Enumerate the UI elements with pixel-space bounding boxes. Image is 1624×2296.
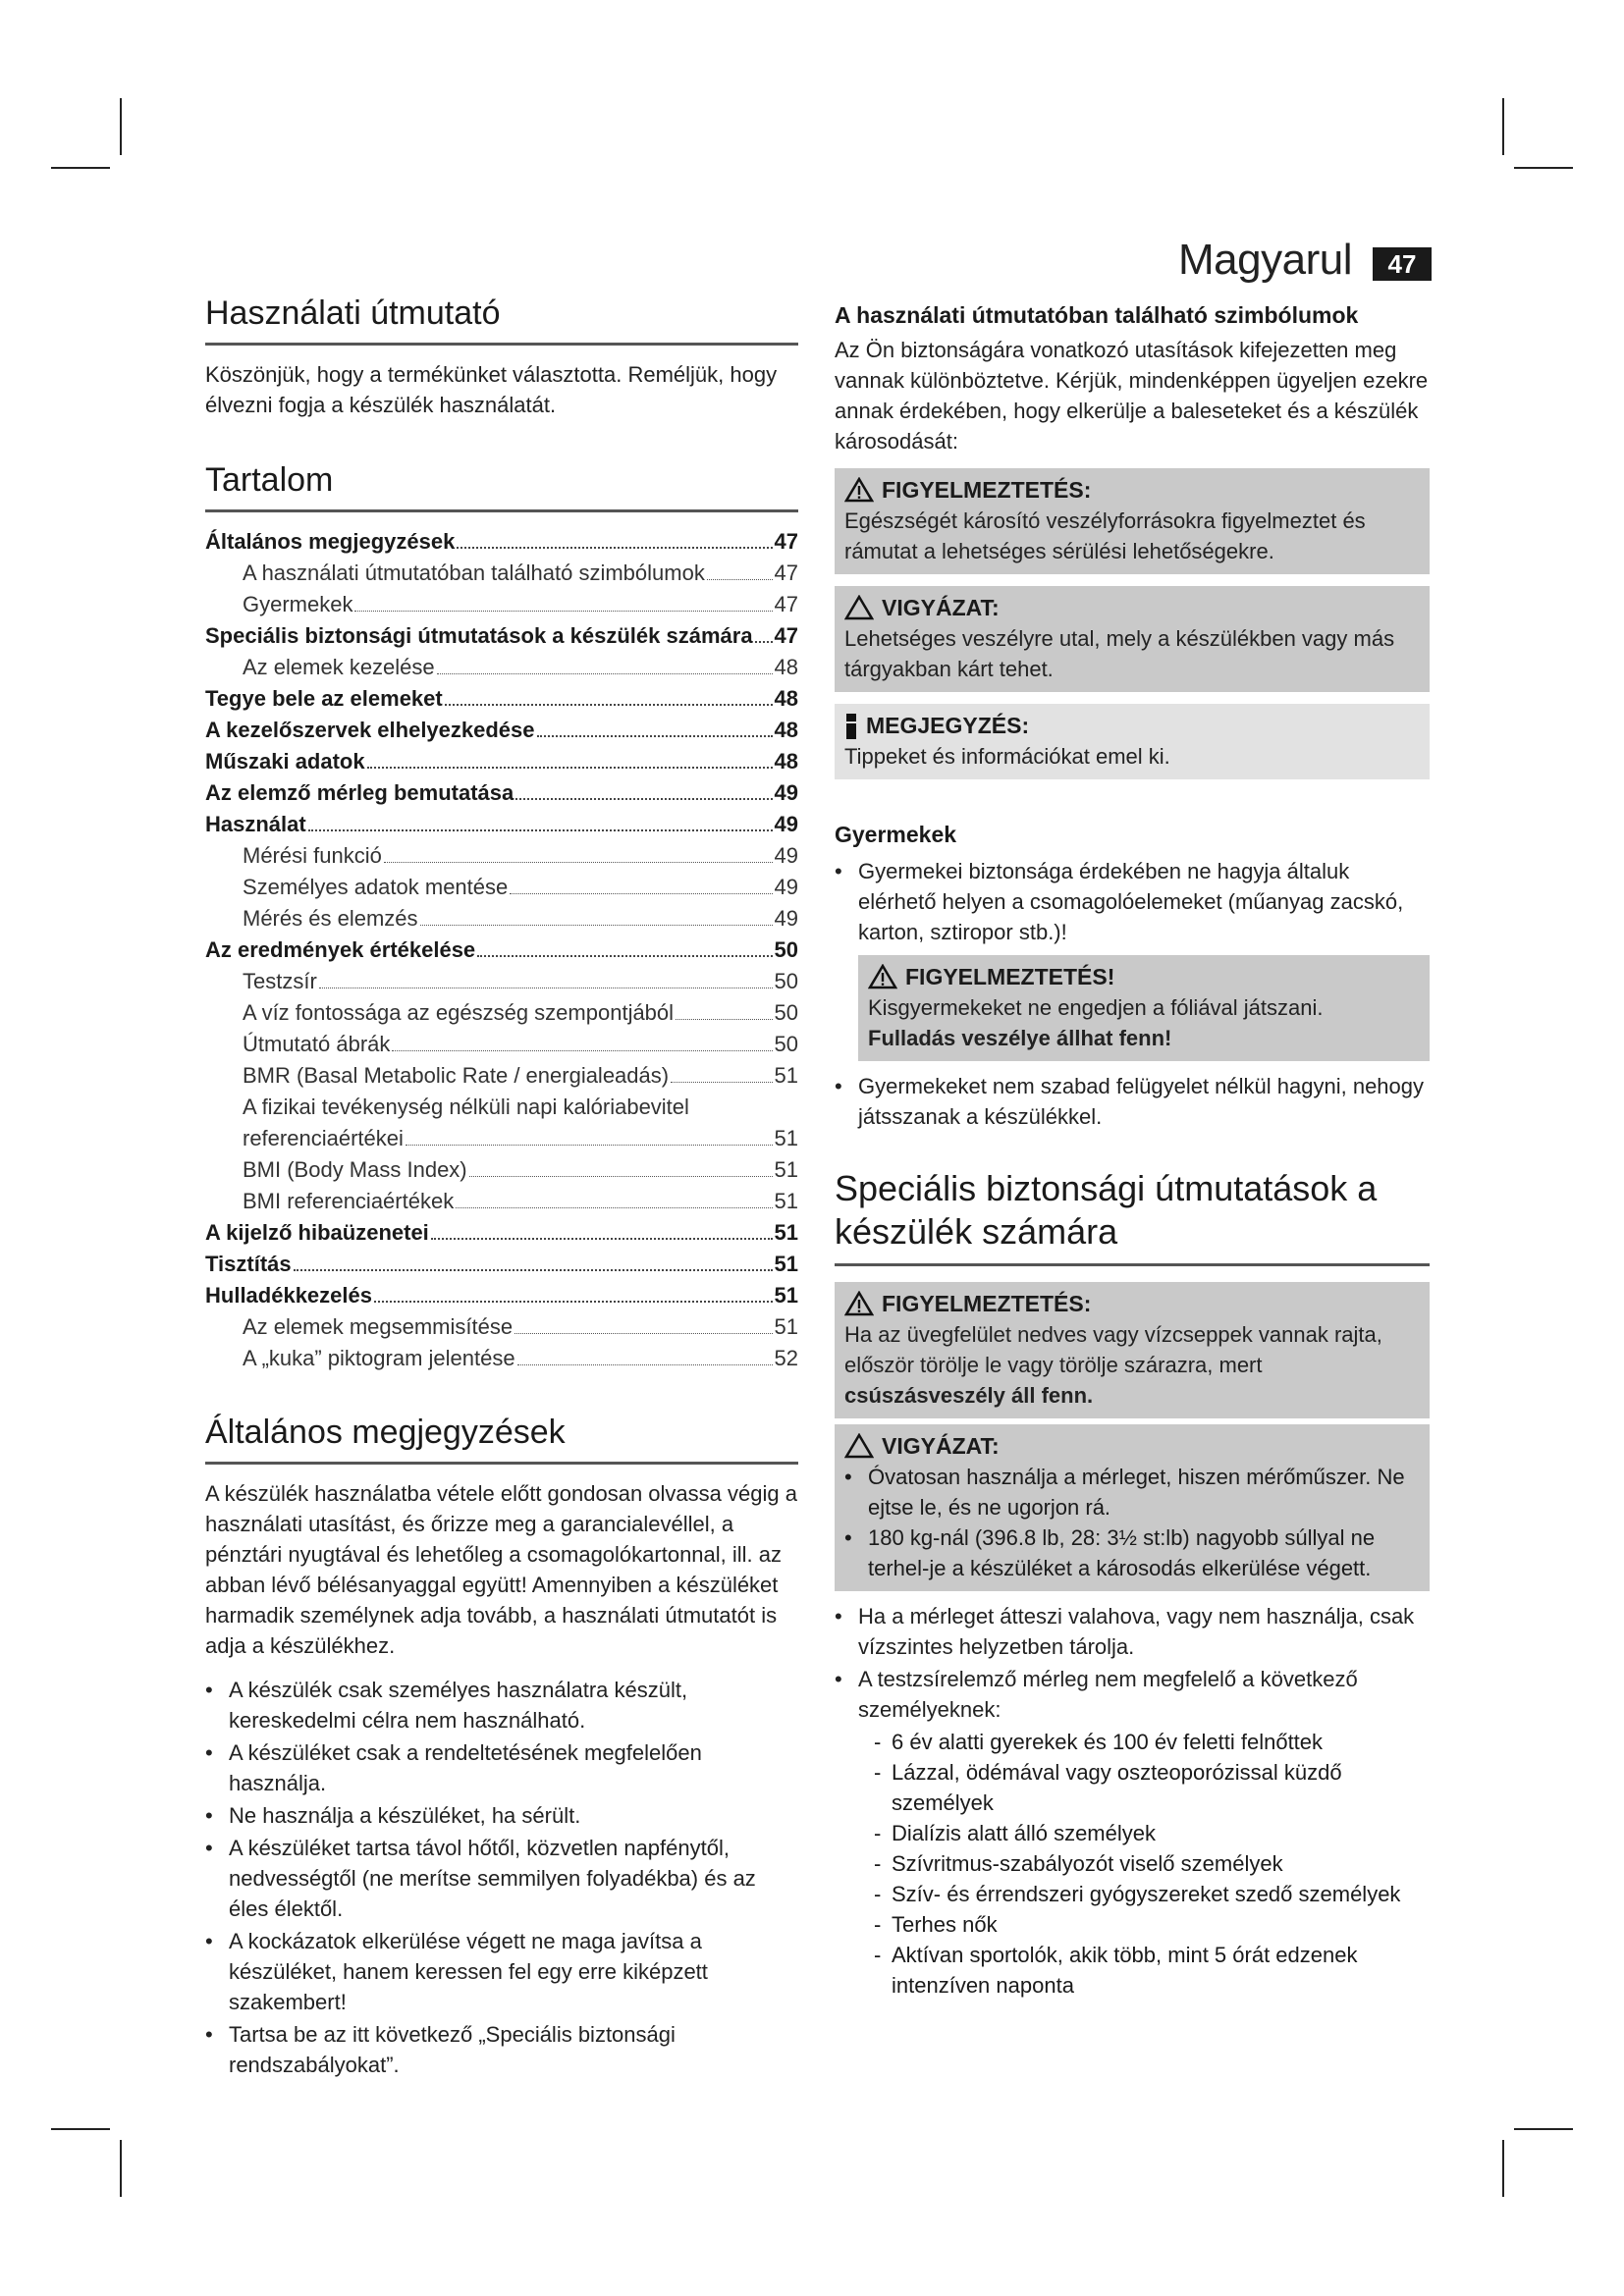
toc-leader-dots (406, 1124, 773, 1146)
list-item: - Aktívan sportolók, akik több, mint 5 órát edzenek intenzíven naponta (874, 1940, 1430, 2001)
symbols-heading: A használati útmutatóban található szimbólumok (835, 302, 1359, 328)
children-warning-box (858, 955, 1430, 1061)
toc-entry (205, 1186, 798, 1217)
crop-mark (120, 2140, 122, 2197)
toc-entry (205, 1060, 798, 1092)
toc-entry (205, 526, 798, 558)
crop-mark (1502, 98, 1504, 155)
toc-leader-dots (319, 967, 773, 988)
toc-leader-dots (517, 1344, 773, 1365)
list-item: • A kockázatok elkerülése végett ne maga javítsa a készüléket, hanem keressen fel egy erre kiképzett szakembert! (205, 1926, 798, 2017)
info-icon (844, 712, 858, 739)
toc-leader-dots (294, 1250, 773, 1271)
toc-leader-dots (437, 653, 773, 674)
toc-entry-label: Testzsír (243, 969, 317, 993)
toc-entry (205, 620, 798, 652)
toc-entry-page: 50 (774, 969, 798, 993)
crop-mark (1502, 2140, 1504, 2197)
dash-list (874, 1727, 1430, 2001)
language-header: Magyarul (1178, 236, 1352, 284)
children-heading: Gyermekek (835, 822, 957, 847)
toc-leader-dots (477, 935, 772, 957)
caution-text: Lehetséges veszélyre utal, mely a készülékben vagy más tárgyakban kárt tehet. (844, 626, 1395, 681)
special-heading: Speciális biztonsági útmutatások a készülék számára (835, 1167, 1430, 1266)
toc-entry-page: 51 (774, 1283, 798, 1308)
toc-leader-dots (469, 1155, 773, 1177)
toc-leader-dots (671, 1061, 772, 1083)
toc-leader-dots (420, 904, 773, 926)
toc-entry-label: Gyermekek (243, 592, 353, 616)
toc-leader-dots (755, 621, 773, 643)
toc-entry-label: BMI (Body Mass Index) (243, 1157, 467, 1182)
toc-entry-label: A „kuka” piktogram jelentése (243, 1346, 515, 1370)
toc-entry (205, 840, 798, 872)
toc-leader-dots (431, 1218, 773, 1240)
list-item: • A testzsírelemző mérleg nem megfelelő a következő személyeknek: (835, 1664, 1430, 1725)
toc-entry (205, 809, 798, 840)
toc-entry (205, 1029, 798, 1060)
toc-leader-dots (374, 1281, 773, 1303)
table-of-contents (205, 526, 798, 1374)
toc-entry (205, 715, 798, 746)
caution-triangle-icon (844, 595, 874, 620)
special-caution-list (844, 1462, 1420, 1583)
toc-entry-label: A kezelőszervek elhelyezkedése (205, 718, 535, 742)
toc-heading: Tartalom (205, 461, 798, 512)
toc-leader-dots (392, 1030, 772, 1051)
toc-leader-dots (707, 559, 773, 580)
children-bullet-list-2 (835, 1071, 1430, 1132)
toc-entry-page: 49 (774, 812, 798, 836)
note-text: Tippeket és információkat emel ki. (844, 744, 1170, 769)
symbols-text: Az Ön biztonságára vonatkozó utasítások kifejezetten meg vannak különböztetve. Kérjük, mindenképpen ügyeljen ezekre annak érdekében, hogy elkerülje a baleseteket és a készülék károsodását: (835, 338, 1429, 454)
toc-entry-label: Az eredmények értékelése (205, 937, 476, 962)
toc-leader-dots (510, 873, 772, 894)
children-warning-text: Kisgyermekeket ne engedjen a fóliával játszani. (868, 995, 1324, 1020)
list-item: - Szív- és érrendszeri gyógyszereket szedő személyek (874, 1879, 1430, 1909)
toc-entry-label: Tisztítás (205, 1252, 292, 1276)
toc-entry-page: 48 (774, 655, 798, 679)
special-caution-box (835, 1424, 1430, 1591)
warning-box (835, 468, 1430, 574)
toc-entry-page: 49 (774, 843, 798, 868)
warning-triangle-icon (844, 477, 874, 503)
intro-text: Köszönjük, hogy a termékünket választotta. Reméljük, hogy élvezni fogja a készülék használatát. (205, 362, 778, 417)
toc-entry (205, 1311, 798, 1343)
toc-entry-label: BMR (Basal Metabolic Rate / energialeadás) (243, 1063, 670, 1088)
toc-leader-dots (514, 1312, 772, 1334)
toc-leader-dots (445, 684, 773, 706)
toc-leader-dots (676, 998, 772, 1020)
list-item: • A készüléket tartsa távol hőtől, közvetlen napfénytől, nedvességtől (ne merítse semmilyen folyadékba) és az éles élektől. (205, 1833, 798, 1924)
children-warning-bold: Fulladás veszélye állhat fenn! (868, 1026, 1172, 1050)
list-item: • A készüléket csak a rendeltetésének megfelelően használja. (205, 1737, 798, 1798)
toc-entry (205, 746, 798, 777)
general-heading: Általános megjegyzések (205, 1414, 798, 1465)
toc-entry-label: Általános megjegyzések (205, 529, 456, 554)
toc-entry-label: A kijelző hibaüzenetei (205, 1220, 429, 1245)
toc-entry-page: 49 (774, 780, 798, 805)
left-column (205, 294, 798, 2082)
note-title: MEGJEGYZÉS: (866, 713, 1030, 738)
toc-entry-page: 51 (774, 1189, 798, 1213)
caution-title: VIGYÁZAT: (882, 595, 1000, 620)
toc-entry-label: A víz fontossága az egészség szempontjából (243, 1000, 675, 1025)
toc-entry-label: Speciális biztonsági útmutatások a készülék számára (205, 623, 753, 648)
warning-title: FIGYELMEZTETÉS: (882, 477, 1092, 503)
right-column (835, 299, 1430, 2001)
note-box (835, 704, 1430, 779)
general-text: A készülék használatba vétele előtt gondosan olvassa végig a használati utasítást, és őrizze meg a garancialevéllel, a pénztári nyugtával és lehetőleg a csomagolókartonnal, ill. az abban lévő bélésanyaggal együtt! Amennyiben a készüléket harmadik személynek adja tovább, a használati útmutatót is adja a készülékhez. (205, 1481, 797, 1658)
toc-entry-page: 51 (774, 1126, 798, 1150)
toc-entry-page: 50 (774, 1000, 798, 1025)
list-item: • 180 kg-nál (396.8 lb, 28: 3½ st:lb) nagyobb súllyal ne terhel-je a készüléket a károsodás elkerülése végett. (844, 1522, 1420, 1583)
children-bullet-list (835, 856, 1430, 947)
special-warning-box (835, 1282, 1430, 1418)
toc-entry (205, 997, 798, 1029)
toc-entry-label: Útmutató ábrák (243, 1032, 391, 1056)
toc-entry-page: 51 (774, 1063, 798, 1088)
children-warning-title: FIGYELMEZTETÉS! (905, 964, 1115, 989)
toc-leader-dots (537, 716, 773, 737)
toc-entry-label: Használat (205, 812, 306, 836)
warning-triangle-icon (844, 1291, 874, 1316)
toc-entry (205, 652, 798, 683)
toc-entry-page: 51 (774, 1314, 798, 1339)
warning-triangle-icon (868, 964, 897, 989)
toc-entry-page: 48 (774, 686, 798, 711)
toc-entry-wrap: A fizikai tevékenység nélküli napi kalóriabevitel (243, 1095, 689, 1119)
toc-entry-label: BMI referenciaértékek (243, 1189, 455, 1213)
toc-entry (205, 1249, 798, 1280)
toc-entry (205, 777, 798, 809)
toc-entry-page: 49 (774, 875, 798, 899)
toc-entry (205, 1154, 798, 1186)
toc-entry (205, 1123, 798, 1154)
special-warning-title: FIGYELMEZTETÉS: (882, 1291, 1092, 1316)
toc-entry (205, 966, 798, 997)
toc-entry-page: 47 (774, 623, 798, 648)
crop-mark (51, 167, 110, 169)
toc-entry-label: Az elemző mérleg bemutatása (205, 780, 514, 805)
toc-entry-page: 47 (774, 592, 798, 616)
caution-box (835, 586, 1430, 692)
special-warning-text: Ha az üvegfelület nedves vagy vízcseppek vannak rajta, először törölje le vagy törölje szárazra, mert (844, 1322, 1382, 1377)
crop-mark (1514, 167, 1573, 169)
toc-entry-page: 50 (774, 1032, 798, 1056)
special-caution-title: VIGYÁZAT: (882, 1433, 1000, 1459)
toc-entry-label: Tegye bele az elemeket (205, 686, 443, 711)
toc-entry-page: 52 (774, 1346, 798, 1370)
toc-entry-page: 48 (774, 718, 798, 742)
toc-entry-page: 48 (774, 749, 798, 774)
toc-entry-label: Hulladékkezelés (205, 1283, 372, 1308)
special-warning-bold: csúszásveszély áll fenn. (844, 1383, 1094, 1408)
caution-triangle-icon (844, 1433, 874, 1459)
toc-entry-label: referenciaértékei (243, 1126, 404, 1150)
toc-entry (205, 934, 798, 966)
toc-entry-page: 47 (774, 561, 798, 585)
list-item: • Ne használja a készüléket, ha sérült. (205, 1800, 798, 1831)
list-item: - Dialízis alatt álló személyek (874, 1818, 1430, 1848)
toc-entry (205, 1217, 798, 1249)
list-item: • A készülék csak személyes használatra készült, kereskedelmi célra nem használható. (205, 1675, 798, 1735)
list-item: • Tartsa be az itt következő „Speciális biztonsági rendszabályokat”. (205, 2019, 798, 2080)
toc-leader-dots (457, 527, 772, 549)
list-item: - Lázzal, ödémával vagy oszteoporózissal küzdő személyek (874, 1757, 1430, 1818)
special-bullet-list (835, 1601, 1430, 1725)
general-bullet-list (205, 1675, 798, 2080)
list-item: • Óvatosan használja a mérleget, hiszen mérőműszer. Ne ejtse le, és ne ugorjon rá. (844, 1462, 1420, 1522)
toc-entry (205, 903, 798, 934)
toc-entry-label: Személyes adatok mentése (243, 875, 509, 899)
toc-leader-dots (515, 778, 772, 800)
list-item: - 6 év alatti gyerekek és 100 év feletti felnőttek (874, 1727, 1430, 1757)
toc-entry (205, 683, 798, 715)
crop-mark (1514, 2128, 1573, 2130)
toc-entry-label: Mérési funkció (243, 843, 382, 868)
toc-entry (205, 558, 798, 589)
toc-entry-label: Műszaki adatok (205, 749, 365, 774)
intro-heading: Használati útmutató (205, 294, 798, 346)
toc-entry (205, 1280, 798, 1311)
toc-leader-dots (308, 810, 773, 831)
crop-mark (120, 98, 122, 155)
toc-entry-label: Mérés és elemzés (243, 906, 418, 931)
toc-entry-label: A használati útmutatóban található szimbólumok (243, 561, 705, 585)
toc-entry-page: 51 (774, 1220, 798, 1245)
list-item: • Gyermekeket nem szabad felügyelet nélkül hagyni, nehogy játsszanak a készülékkel. (835, 1071, 1430, 1132)
toc-entry-label: Az elemek megsemmisítése (243, 1314, 514, 1339)
toc-entry-page: 50 (774, 937, 798, 962)
list-item: - Szívritmus-szabályozót viselő személyek (874, 1848, 1430, 1879)
toc-entry-page: 51 (774, 1157, 798, 1182)
list-item: - Terhes nők (874, 1909, 1430, 1940)
toc-entry (205, 872, 798, 903)
crop-mark (51, 2128, 110, 2130)
toc-entry-label: Az elemek kezelése (243, 655, 435, 679)
toc-leader-dots (384, 841, 773, 863)
toc-leader-dots (367, 747, 773, 769)
toc-leader-dots (456, 1187, 772, 1208)
toc-entry-page: 49 (774, 906, 798, 931)
toc-leader-dots (354, 590, 772, 612)
toc-entry (205, 589, 798, 620)
toc-entry (205, 1343, 798, 1374)
toc-entry-page: 51 (774, 1252, 798, 1276)
list-item: • Ha a mérleget átteszi valahova, vagy nem használja, csak vízszintes helyzetben tárolja. (835, 1601, 1430, 1662)
page-number-badge: 47 (1373, 247, 1432, 281)
list-item: • Gyermekei biztonsága érdekében ne hagyja általuk elérhető helyen a csomagolóelemeket (műanyag zacskó, karton, sztiropor stb.)! (835, 856, 1430, 947)
toc-entry-page: 47 (774, 529, 798, 554)
warning-text: Egészségét károsító veszélyforrásokra figyelmeztet és rámutat a lehetséges sérülési lehetőségekre. (844, 508, 1366, 563)
